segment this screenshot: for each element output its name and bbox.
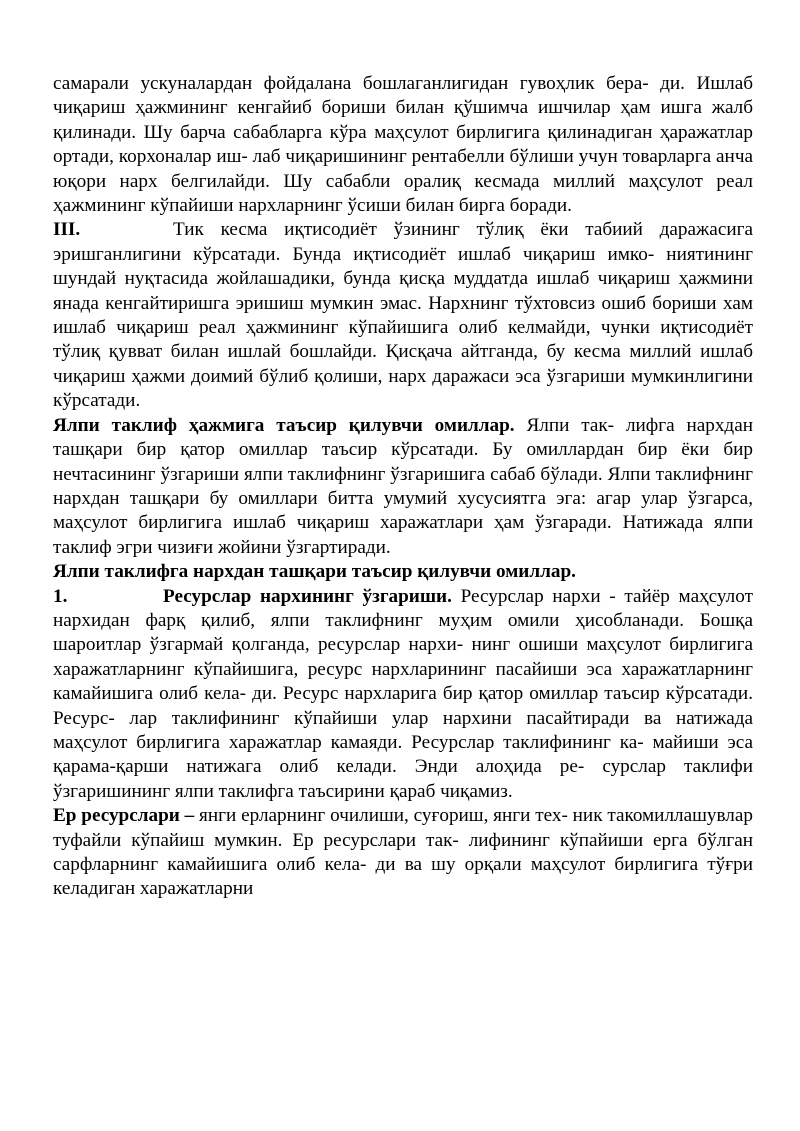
paragraph-intro-text: самарали ускуналардан фойдалана бошлаганлигидан гувоҳлик бера- ди. Ишлаб чиқариш ҳажмининг кенгайиб бориши билан қўшимча ишчилар ҳам ишга жалб қилинади. Шу барча сабабларга кўра маҳсулот бирлигига қилинадиган ҳаражатлар ортади, корхоналар иш- лаб чиқаришининг рентабелли бўлиши учун товарларга анча юқори нарх белгилайди. Шу сабабли оралиқ кесмада миллий маҳсулот реал ҳажмининг кўпайиши нархларнинг ўсиши билан бирга боради. <box>53 73 753 217</box>
document-page <box>53 72 753 902</box>
paragraph-land-resources-text: янги ерларнинг очилиши, суғориш, янги тех- ник такомиллашувлар туфайли кўпайиш мумкин. Ер ресурслари так- лифининг кўпайиши ерга бўлган сарфларнинг камайишига олиб кела- ди ва шу орқали маҳсулот бирлигига тўғри келадиган харажатларни <box>53 805 753 900</box>
paragraph-section-three <box>53 218 753 413</box>
paragraph-supply-factors <box>53 414 753 560</box>
paragraph-resource-prices <box>53 585 753 805</box>
paragraph-land-resources <box>53 804 753 902</box>
paragraph-section-three-text: Тик кесма иқтисодиёт ўзининг тўлиқ ёки табиий даражасига эришганлигини кўрсатади. Бунда иқтисодиёт ишлаб чиқариш имко- ниятининг шундай нуқтасида жойлашадики, бунда қисқа муддатда ишлаб чиқариш ҳажмини янада кенгайтиришга эришиш мумкин эмас. Нархнинг тўхтовсиз ошиб бориши хам ишлаб чиқариш реал ҳажмининг кўпайишига олиб келмайди, чунки иқтисодиёт тўлиқ қувват билан ишлай бошлайди. Қисқача айтганда, бу кесма миллий ишлаб чиқариш ҳажми доимий бўлиб қолиши, нарх даражаси эса ўзгариши мумкинлигини кўрсатади. <box>53 219 753 412</box>
section-number-three: III. <box>53 219 81 241</box>
heading-land-resources: Ер ресурслари – <box>53 805 195 827</box>
heading-nonprice-factors: Ялпи таклифга нархдан ташқари таъсир қилувчи омиллар. <box>53 561 576 583</box>
heading-supply-factors: Ялпи таклиф ҳажмига таъсир қилувчи омиллар. <box>53 414 515 436</box>
paragraph-resource-prices-text: Ресурслар нархи - тайёр маҳсулот нархидан фарқ қилиб, ялпи таклифнинг муҳим омили ҳисобланади. Бошқа шароитлар ўзгармай қолганда, ресурслар нархи- нинг ошиши маҳсулот бирлигига харажатларнинг кўпайишига, ресурс нархларининг пасайиши эса харажатларнинг камайишига олиб кела- ди. Ресурс нархларига бир қатор омиллар таъсир кўрсатади. Ресурс- лар таклифининг кўпайиши улар нархини пасайтиради ва натижада маҳсулот бирлигига харажатлар камаяди. Ресурслар таклифининг ка- майиши эса қарама-қарши натижага олиб келади. Энди алоҳида ре- сурслар таклифи ўзгаришининг ялпи таклифга таъсирини қараб чиқамиз. <box>53 585 753 802</box>
paragraph-supply-factors-text: Ялпи так- лифга нархдан ташқари бир қатор омиллар таъсир кўрсатади. Бу омиллардан бир ёки бир нечтасининг ўзгариши ялпи таклифнинг ўзгаришига сабаб бўлади. Ялпи таклифнинг нархдан ташқари бу омиллари битта умумий хусусиятга эга: агар улар ўзгарса, маҳсулот бирлигига ишлаб чиқариш харажатлари ҳам ўзгаради. Натижада ялпи таклиф эгри чизиғи жойини ўзгартиради. <box>53 414 753 558</box>
heading-resource-prices: Ресурслар нархининг ўзгариши. <box>163 585 452 607</box>
item-number-one: 1. <box>53 585 68 607</box>
paragraph-intro <box>53 72 753 218</box>
paragraph-nonprice-factors-heading <box>53 560 753 584</box>
